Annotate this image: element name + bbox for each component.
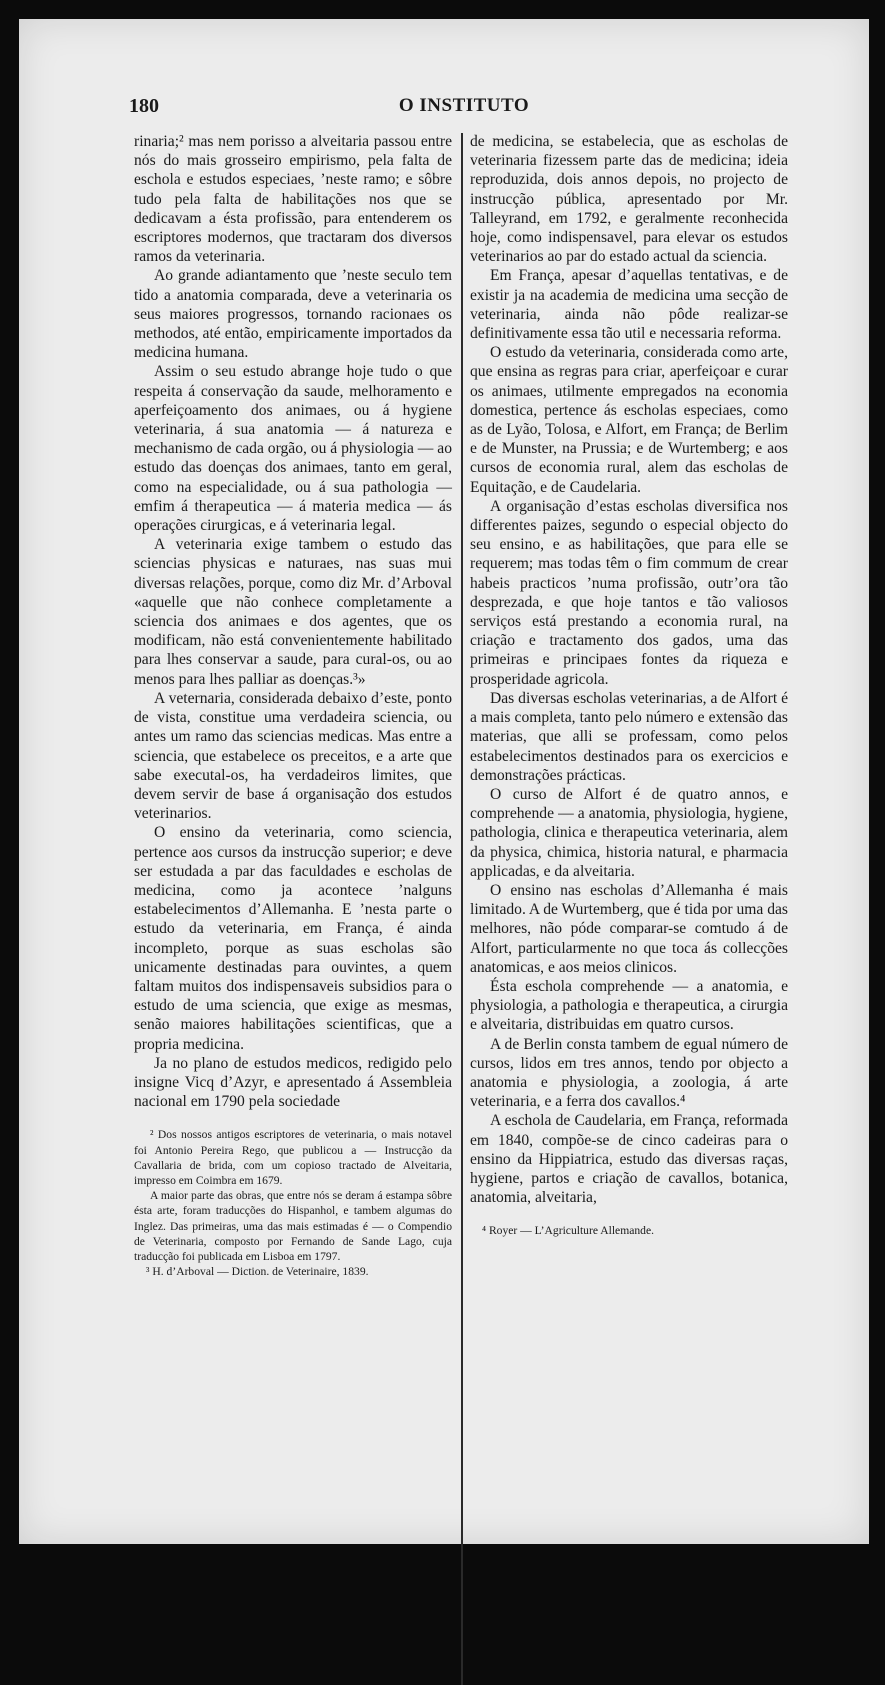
paragraph: A organisação d’estas escholas diversifica nos differentes paizes, segundo o especial objecto do seu ensino, e as habilitações, que para elle se requerem; mas todas têm o fim commum de crear habeis practicos ’numa profissão, outr’ora tão desprezada, e que hoje tantos e tão valiosos serviços está prestando a economia rural, na criação e tractamento dos gados, uma das primeiras e principaes fontes da riqueza e prosperidade agricola. [470,497,788,688]
paragraph: A de Berlin consta tambem de egual número de cursos, lidos em tres annos, tendo por objecto a anatomia e physiologia, a zoologia, á arte veterinaria, e a ferra dos cavallos.⁴ [470,1035,788,1111]
paragraph: Ésta eschola comprehende — a anatomia, e physiologia, a pathologia e therapeutica, a cirurgia e alveitaria, distribuidas em quatro cursos. [470,977,788,1034]
running-title: O INSTITUTO [398,95,530,116]
paragraph: O ensino nas escholas d’Allemanha é mais limitado. A de Wurtemberg, que é tida por uma das melhores, não póde comparar-se comtudo á de Alfort, particularmente no que toca ás collecções anatomicas, e aos meios clinicos. [470,881,788,976]
paragraph: Ao grande adiantamento que ’neste seculo tem tido a anatomia comparada, deve a veterinaria os seus maiores progressos, tornando racionaes os methodos, até então, empiricamente importados da medicina humana. [134,267,452,362]
paragraph: rinaria;² mas nem porisso a alveitaria passou entre nós do mais grosseiro empirismo, pela falta de eschola e estudos especiaes, ’neste ramo; e sôbre tudo pela falta de habilitações nos que se dedicavam a ésta profissão, para entenderem os escriptores modernos, que tractaram dos diversos ramos da veterinaria. [134,133,452,266]
footnote: ⁴ Royer — L’Agriculture Allemande. [482,1224,655,1238]
page-header [129,95,799,121]
paragraph: de medicina, se estabelecia, que as escholas de veterinaria fizessem parte das de medicina; ideia reproduzida, dois annos depois, no projecto de instrucção pública, apresentado por Mr. Talleyrand, em 1792, e geralmente reconhecida hoje, como indispensavel, para elevar os estudos veterinarios ao par do estado actual da sciencia. [470,133,788,266]
paragraph: Em França, apesar d’aquellas tentativas, e de existir ja na academia de medicina uma secção de veterinaria, ainda não pôde realizar-se definitivamente essa tão util e necessaria reforma. [470,267,788,343]
paragraph: A veterinaria exige tambem o estudo das sciencias physicas e naturaes, nas suas mui diversas relações, porque, como diz Mr. d’Arboval «aquelle que não conhece completamente a sciencia dos animaes e dos agentes, que os modificam, não está convenientemente habilitado para lhes conservar a saude, para cural-os, ou ao menos para lhes palliar as doenças.³» [134,536,452,688]
paragraph: Assim o seu estudo abrange hoje tudo o que respeita á conservação da saude, melhoramento e aperfeiçoamento dos animaes, ou á hygiene veterinaria, á sua anatomia — á natureza e mechanismo de cada orgão, ou á physiologia — ao estudo das doenças dos animaes, tanto em geral, como na especialidade, ou á sua pathologia — emfim á therapeutica — á materia medica — ás operações cirurgicas, e á veterinaria legal. [134,363,452,535]
book-page [19,19,869,1544]
footnotes [134,1127,452,1279]
paragraph: O ensino da veterinaria, como sciencia, pertence aos cursos da instrucção superior; e deve ser estudada a par das faculdades e escholas de medicina, como ja acontece ’nalguns estabelecimentos d’Allemanha. E ’nesta parte o estudo da veterinaria, em França, é ainda incompleto, porque as suas escholas são unicamente destinadas para ouvintes, a quem faltam muitos dos indispensaveis subsidios para o estudo de uma sciencia, que exige as mesmas, senão maiores habilitações scientificas, que a propria medicina. [134,824,452,1053]
left-column [134,132,452,1279]
paragraph: A veternaria, considerada debaixo d’este, ponto de vista, constitue uma verdadeira sciencia, ou antes um ramo das sciencias medicas. Mas entre a sciencia, que estabelece os preceitos, e a arte que sabe executal-os, ha verdadeiros limites, que devem servir de base á organisação dos estudos veterinarios. [134,689,452,823]
footnotes [470,1223,788,1238]
paragraph: Das diversas escholas veterinarias, a de Alfort é a mais completa, tanto pelo número e extensão das materias, que alli se professam, como pelos estabelecimentos destinados para os exercicios e demonstrações prácticas. [470,689,788,784]
right-column [470,132,788,1239]
footnote: ² Dos nossos antigos escriptores de veterinaria, o mais notavel foi Antonio Pereira Rego, que publicou a — Instrucção da Cavallaria de brida, com um copioso tractado de Alveitaria, impresso em Coimbra em 1679. [134,1128,452,1187]
footnote: A maior parte das obras, que entre nós se deram á estampa sôbre ésta arte, foram traducções do Hispanhol, e tambem algumas do Inglez. Das primeiras, uma das mais estimadas é — o Compendio de Veterinaria, composto por Fernando de Sande Lago, cuja traducção foi publicada em Lisboa em 1797. [134,1189,452,1263]
column-divider [461,133,463,1685]
paragraph: Ja no plano de estudos medicos, redigido pelo insigne Vicq d’Azyr, e apresentado á Assembleia nacional em 1790 pela sociedade [134,1054,452,1111]
paragraph: O curso de Alfort é de quatro annos, e comprehende — a anatomia, physiologia, hygiene, pathologia, clinica e therapeutica veterinaria, alem da physica, chimica, historia natural, e pharmacia applicadas, e da alveitaria. [470,785,788,880]
page-number: 180 [129,95,159,117]
paragraph: O estudo da veterinaria, considerada como arte, que ensina as regras para criar, aperfeiçoar e curar os animaes, utilmente empregados na economia domestica, pertence ás escholas especiaes, como as de Lyão, Tolosa, e Alfort, em França; de Berlim e de Munster, na Prussia; e de Wurtemberg; e aos cursos de economia rural, alem das escholas de Equitação, e de Caudelaria. [470,344,788,496]
footnote: ³ H. d’Arboval — Diction. de Veterinaire, 1839. [146,1265,369,1279]
paragraph: A eschola de Caudelaria, em França, reformada em 1840, compõe-se de cinco cadeiras para o ensino da Hippiatrica, estudo das diversas raças, hygiene, partos e criação de cavallos, botanica, anatomia, alveitaria, [470,1112,788,1207]
